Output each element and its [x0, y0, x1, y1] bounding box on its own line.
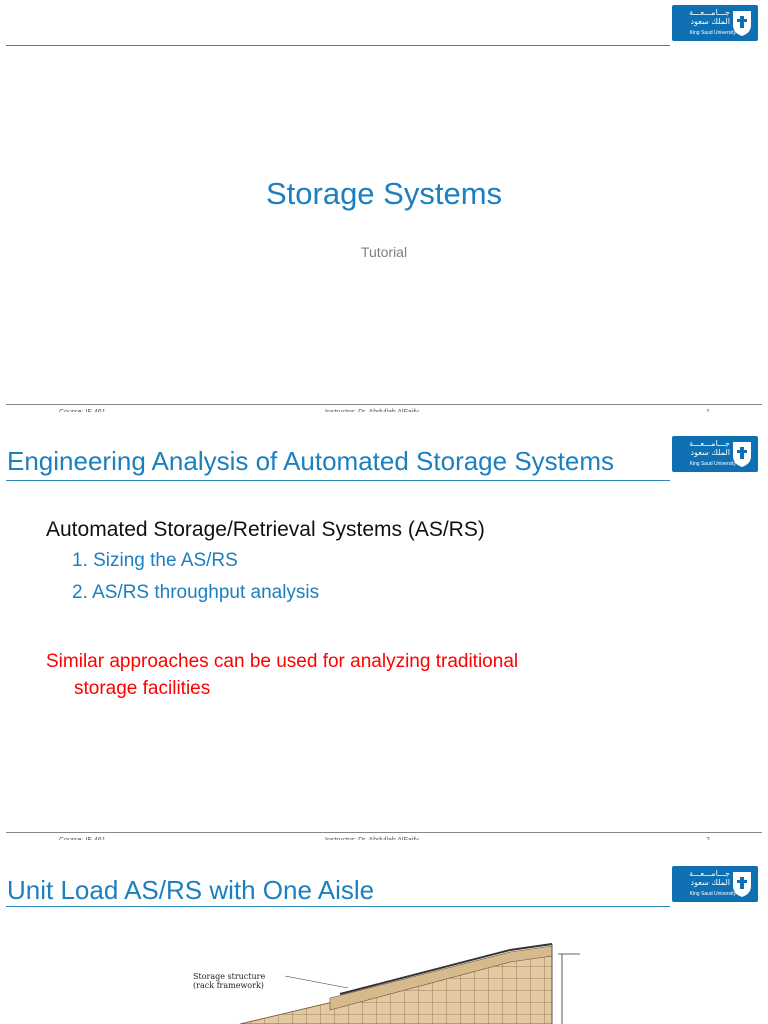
- university-logo: [672, 5, 758, 41]
- footer-rule: [6, 404, 762, 405]
- header-rule: [6, 480, 670, 481]
- header-rule: [6, 906, 670, 907]
- highlight-note: [46, 648, 666, 702]
- slide-2: [0, 412, 768, 840]
- logo-arabic-text: جـــامـــعـــة الملك سعود: [689, 8, 730, 26]
- note-line-1: Similar approaches can be used for analyzing traditional: [46, 651, 519, 672]
- logo-arabic-text: جـــامـــعـــة الملك سعود: [689, 869, 730, 887]
- logo-arabic-text: جـــامـــعـــة الملك سعود: [689, 439, 730, 457]
- logo-english-text: King Saud University: [689, 30, 736, 36]
- list-item: 1. Sizing the AS/RS: [72, 550, 238, 571]
- content-heading: Automated Storage/Retrieval Systems (AS/RS): [46, 518, 485, 541]
- slide-3: [0, 840, 768, 1024]
- logo-english-text: King Saud University: [689, 891, 736, 897]
- note-line-2: storage facilities: [74, 678, 211, 699]
- university-crest-icon: [731, 870, 753, 898]
- footer-rule: [6, 832, 762, 833]
- slide-1: [0, 0, 768, 412]
- figure-label: Storage structure (rack framework): [193, 972, 266, 990]
- university-logo: [672, 436, 758, 472]
- presentation-subtitle: Tutorial: [360, 244, 408, 260]
- header-rule: [6, 45, 670, 46]
- university-logo: [672, 866, 758, 902]
- logo-english-text: King Saud University: [689, 461, 736, 467]
- slide-title: Engineering Analysis of Automated Storage Systems: [7, 446, 615, 476]
- presentation-title: Storage Systems: [265, 176, 503, 211]
- university-crest-icon: [731, 440, 753, 468]
- university-crest-icon: [731, 9, 753, 37]
- list-item: 2. AS/RS throughput analysis: [72, 582, 320, 603]
- slide-title: Unit Load AS/RS with One Aisle: [7, 875, 375, 905]
